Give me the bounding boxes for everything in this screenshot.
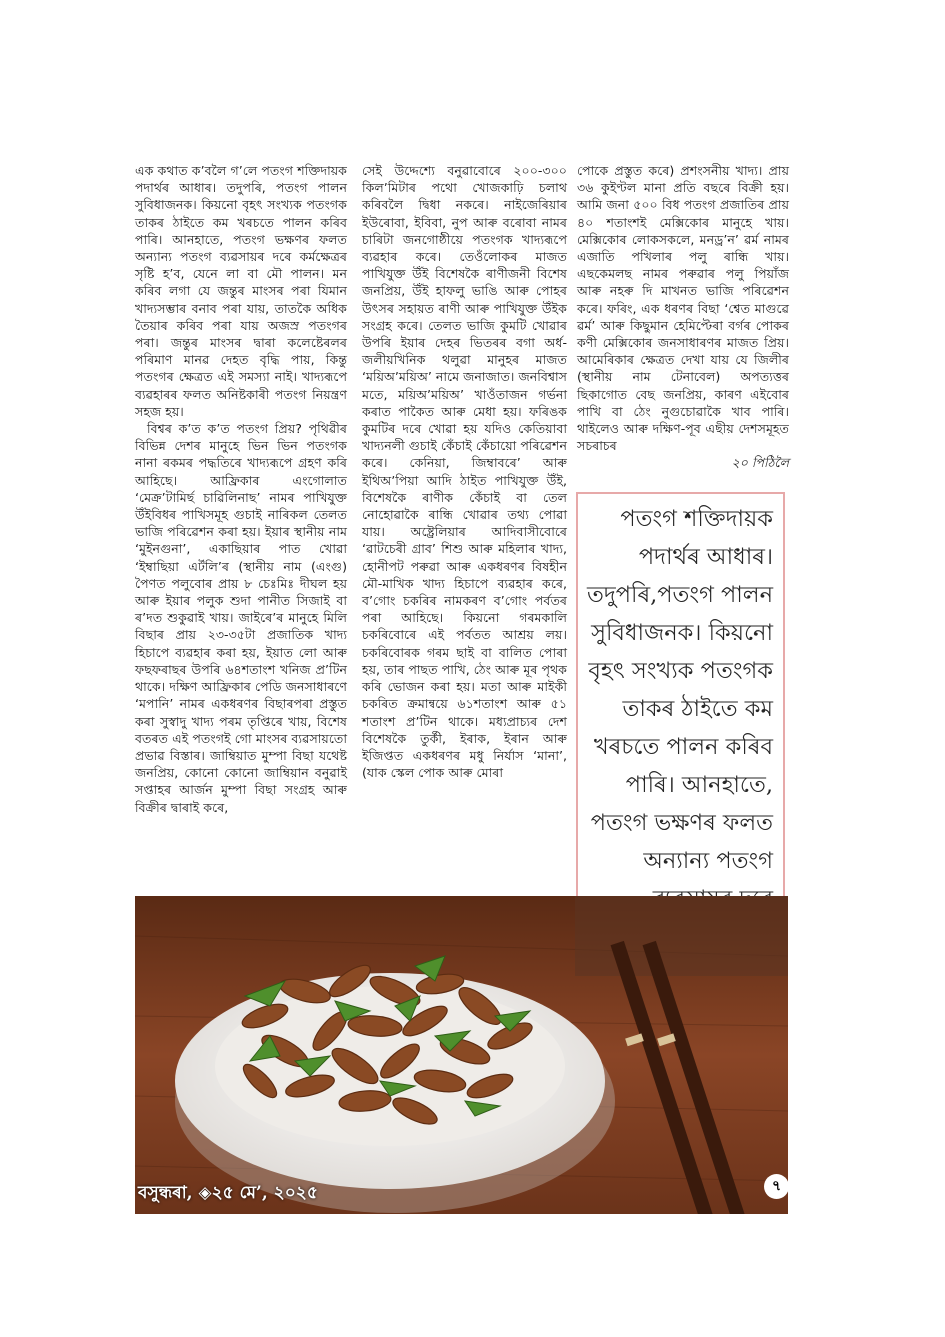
continued-note: [577, 454, 789, 471]
paragraph: পোকে প্ৰস্তুত কৰে) প্ৰশংসনীয় খাদ্য। প্ৰায় ৩৬ কুইণ্টল মানা প্ৰতি বছৰে বিক্ৰী হয়। আমি জনা ৫০০ বিধ পতংগ প্ৰজাতিৰ প্ৰায় ৪০ শতাংশই মেক্সিকোৰ মানুহে খায়। মেক্সিকোৰ লোকসকলে, মনড্ৰ’ন’ ৱৰ্ম নামৰ এজাতি পখিলাৰ পলু ৰান্ধি খায়। এছকেমলছ নামৰ পৰুৱাৰ পলু পিয়াঁজ আৰু নহৰু দি মাখনত ভাজি পৰিৱেশন কৰে। ফৰিং, এক ধৰণৰ বিছা ‘শ্বেত মাগুৱে ৱৰ্ম’ আৰু কিছুমান হেমিপ্টেৰা বৰ্গৰ পোকৰ কণী মেক্সিকোৰ জনসাধাৰণৰ মাজত প্ৰিয়। আমেৰিকাৰ ক্ষেত্ৰত দেখা যায় যে জিলীৰ (স্থানীয় নাম টেনাবেল) অপত্যত্তৰ ছিকাগোত বেছ জনপ্ৰিয়, কাৰণ এইবোৰ পাখি বা ঠেং নুগুচোৱাকৈ খাব পাৰি। থাইলেও আৰু দক্ষিণ-পূব এছীয় দেশসমূহত সচৰাচৰ: [577, 163, 789, 454]
continued-label: ২০ পিঠিলৈ: [731, 455, 789, 471]
issue-date: ◈২৫ মে’, ২০২৫: [198, 1183, 318, 1203]
footer-publication: [138, 1180, 318, 1208]
paragraph: এক কথাত ক’বলৈ গ’লে পতংগ শক্তিদায়ক পদাৰ্থৰ আধাৰ। তদুপৰি, পতংগ পালন সুবিধাজনক। কিয়নো বৃহৎ সংখ্যক পতংগক তাকৰ ঠাইতে কম খৰচতে পালন কৰিব পাৰি। আনহাতে, পতংগ ভক্ষণৰ ফলত অন্যান্য পতংগ ব্যৱসায়ৰ দৰে কৰ্মক্ষেত্ৰৰ সৃষ্টি হ’ব, যেনে লা বা মৌ পালন। মন কৰিব লগা যে জন্তুৰ মাংসৰ পৰা যিমান খাদ্যসম্ভাৰ বনাব পৰা যায়, তাতকৈ অধিক তৈয়াৰ কৰিব পৰা যায় অজস্ৰ পতংগৰ পৰা। জন্তুৰ মাংসৰ দ্বাৰা কলেষ্টেৰলৰ পৰিমাণ মানৱ দেহত বৃদ্ধি পায়, কিন্তু পতংগৰ ক্ষেত্ৰত এই সমস্যা নাই। খাদ্যৰূপে ব্যৱহাৰৰ ফলত অনিষ্টকাৰী পতংগ নিয়ন্ত্ৰণ সহজ হয়।: [135, 163, 347, 419]
page-number: ৭: [764, 1174, 789, 1199]
fried-insects-plate-illustration: [135, 896, 788, 1214]
food-photo: [135, 896, 788, 1214]
article-column-1: [135, 162, 347, 816]
paragraph: বিশ্বৰ ক’ত ক’ত পতংগ প্ৰিয়? পৃথিৱীৰ বিভিন্ন দেশৰ মানুহে ভিন ভিন পতংগক নানা ৰকমৰ পদ্ধতিৰে খাদ্যৰূপে গ্ৰহণ কৰি আহিছে। আফ্ৰিকাৰ এংগোলাত ‘মেক্ৰ’টামিৰ্ছ চাৱিলিনাছ’ নামৰ পাখিযুক্ত উঁইবিধৰ পাখিসমূহ গুচাই নাৰিকল তেলত ভাজি পৰিৱেশন কৰা হয়। ইয়াৰ স্থানীয় নাম ‘মুইনগুনা’, একাছিয়াৰ পাত খোৱা ‘ইম্বাছিয়া এৰ্টলি’ৰ (স্থানীয় নাম (এংগু) পৈণত পলুবোৰ প্ৰায় ৮ চেঃমিঃ দীঘল হয় আৰু ইয়াৰ পলুক শুদা পানীত সিজাই বা ৰ’দত শুকুৱাই খায়। জাইৰে’ৰ মানুহে মিলি বিছাৰ প্ৰায় ২৩-৩৫টা প্ৰজাতিক খাদ্য হিচাপে ব্যৱহাৰ কৰা হয়, ইয়াত লো আৰু ফছফৰাছৰ উপৰি ৬৪শতাংশ খনিজ প্ৰ’টিন থাকে। দক্ষিণ আফ্ৰিকাৰ পেডি জনসাধাৰণে ‘মপানি’ নামৰ একধৰণৰ বিছাৰপৰা প্ৰস্তুত কৰা সুস্বাদু খাদ্য পৰম তৃপ্তিৰে খায়, বিশেষ বতৰত এই পতংগই গো মাংসৰ ব্যৱসায়তো প্ৰভাৱ বিস্তাৰ। জাম্বিয়াত মুম্পা বিছা যথেষ্ট জনপ্ৰিয়, কোনো কোনো জাম্বিয়ান বনুৱাই সপ্তাহৰ আৰ্জন মুম্পা বিছা সংগ্ৰহ আৰু বিক্ৰীৰ দ্বাৰাই কৰে,: [135, 421, 347, 815]
article-column-2: [362, 162, 567, 781]
paragraph: সেই উদ্দেশ্যে বনুৱাবোৰে ২০০-৩০০ কিলʼমিটাৰ পথো খোজকাঢ়ি চলাথ কৰিবলৈ দ্বিধা নকৰে। নাইজেৰিয়াৰ ইউৰোবা, ইবিবা, নুপ আৰু বৰোবা নামৰ চাৰিটা জনগোষ্ঠীয়ে পতংগক খাদ্যৰূপে ব্যৱহাৰ কৰে। তেওঁলোকৰ মাজত পাখিযুক্ত উঁই বিশেষকৈ ৰাণীজনী বিশেষ জনপ্ৰিয়, উঁই হাফলু ভাঙি আৰু পোহৰ উৎসৰ সহায়ত ৰাণী আৰু পাখিযুক্ত উঁইক সংগ্ৰহ কৰে। তেলত ভাজি কুমটি খোৱাৰ উপৰি ইয়াৰ দেহৰ ভিতৰৰ বগা অৰ্ধ-জলীয়খিনিক থলুৱা মানুহৰ মাজত ‘ময়িঅʼময়িঅ’ নামে জনাজাত। জনবিশ্বাস মতে, ময়িঅʼময়িঅ’ খাওঁতাজন গৰ্ভনা কৰাত পাকৈত আৰু মেধা হয়। ফৰিঙক কুমটিৰ দৰে খোৱা হয় যদিও কেতিয়াবা খাদ্যনলী গুচাই কেঁচাই কেঁচায়ো পৰিৱেশন কৰে। কেনিয়া, জিম্বাবৰে’ আৰু ইথিঅʼপিয়া আদি ঠাইত পাখিযুক্ত উঁই, বিশেষকৈ ৰাণীক কেঁচাই বা তেল নোহোৱাকৈ ৰান্ধি খোৱাৰ তথ্য পোৱা যায়। অষ্ট্ৰেলিয়াৰ আদিবাসীবোৰে ‘ৱাটচেৰী গ্ৰাব’ শিশু আৰু মহিলাৰ খাদ্য, হোনীপট পৰুৱা আৰু একধৰণৰ বিষহীন মৌ-মাখিক খাদ্য হিচাপে ব্যৱহাৰ কৰে, ব’গোং চকৰিৰ নামকৰণ ব’গোং পৰ্বতৰ পৰা আহিছে। কিয়নো গৰমকালি চকৰিবোৰে এই পৰ্বতত আশ্ৰয় লয়। চকৰিবোৰক গৰম ছাই বা বালিত পোৰা হয়, তাৰ পাছত পাখি, ঠেং আৰু মূৰ পৃথক কৰি ভোজন কৰা হয়। মতা আৰু মাইকী চকৰিত ক্ৰমান্বয়ে ৬১শতাংশ আৰু ৫১ শতাংশ প্ৰ’টিন থাকে। মধ্যপ্ৰাচ্যৰ দেশ বিশেষকৈ তুৰ্কী, ইৰাক, ইৰান আৰু ইজিপ্তত একধৰণৰ মধু নিৰ্যাস ‘মানা’, (যাক স্কেল পোক আৰু মোৰা: [362, 163, 567, 781]
article-column-3: [577, 162, 789, 472]
pull-quote: পতংগ শক্তিদায়ক পদাৰ্থৰ আধাৰ। তদুপৰি,পতংগ পালন সুবিধাজনক। কিয়নো বৃহৎ সংখ্যক পতংগক তাকৰ ঠাইতে কম খৰচতে পালন কৰিব পাৰি। আনহাতে, পতংগ ভক্ষণৰ ফলত অন্যান্য পতংগ: [576, 492, 785, 970]
publication-name: বসুন্ধৰা,: [138, 1183, 193, 1203]
